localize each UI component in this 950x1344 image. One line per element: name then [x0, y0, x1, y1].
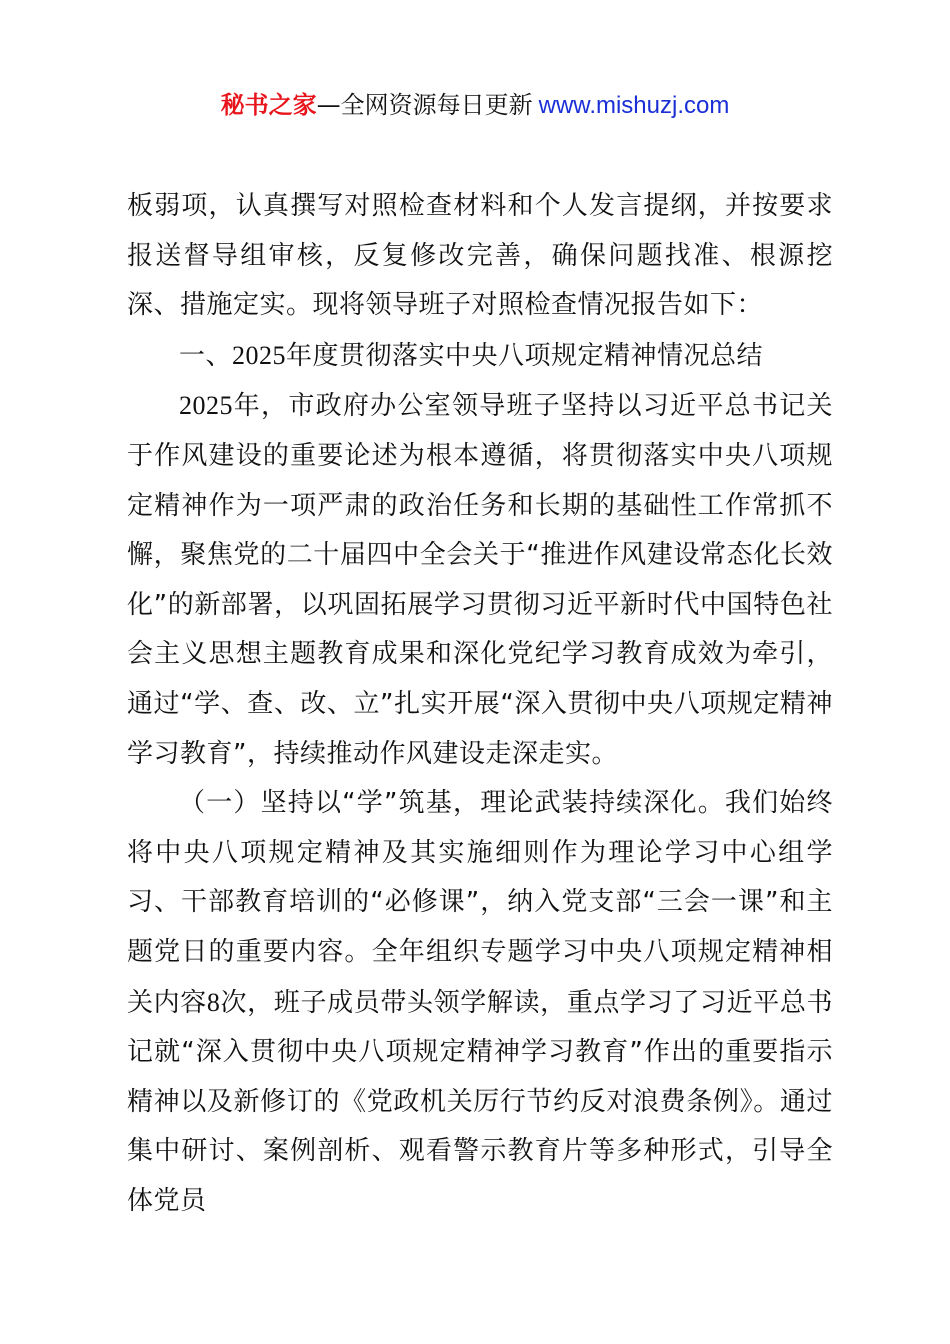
site-url-link[interactable]: www.mishuzj.com — [538, 92, 730, 119]
section-heading-prefix: 一、 — [179, 340, 233, 371]
brand-name: 秘书之家 — [220, 91, 317, 119]
subsection-1-count: 8 — [206, 987, 221, 1017]
paragraph-subsection-1 — [127, 779, 833, 1226]
summary-text: 年，市政府办公室领导班子坚持以习近平总书记关于作风建设的重要论述为根本遵循，将贯彻落实中央八项规定精神作为一项严肃的政治任务和长期的基础性工作常抓不懈，聚焦党的二十届四中全会关于“推进作风建设常态化长效化”的新部署，以巩固拓展学习贯彻习近平新时代中国特色社会主义思想主题教育成果和深化党纪学习教育成效为牵引，通过“学、查、改、立”扎实开展“深入贯彻中央八项规定精神学习教育”，持续推动作风建设走深走实。 — [127, 391, 833, 769]
subsection-1-text-a: （一）坚持以“学”筑基，理论武装持续深化。我们始终将中央八项规定精神及其实施细则作为理论学习中心组学习、干部教育培训的“必修课”，纳入党支部“三会一课”和主题党日的重要内容。全年组织专题学习中央八项规定精神相关内容 — [127, 788, 833, 1018]
section-heading-text: 年度贯彻落实中央八项规定精神情况总结 — [286, 340, 764, 371]
section-heading-1 — [127, 331, 833, 382]
paragraph-intro-continued: 板弱项，认真撰写对照检查材料和个人发言提纲，并按要求报送督导组审核，反复修改完善，确保问题找准、根源挖深、措施定实。现将领导班子对照检查情况报告如下： — [127, 191, 833, 321]
header-tagline: —全网资源每日更新 — [316, 91, 533, 119]
summary-year: 2025 — [179, 391, 233, 421]
site-header — [0, 88, 950, 123]
section-heading-year: 2025 — [232, 340, 287, 370]
document-body — [127, 182, 833, 1226]
paragraph-summary — [127, 381, 833, 779]
subsection-1-text-b: 次，班子成员带头领学解读，重点学习了习近平总书记就“深入贯彻中央八项规定精神学习教育”作出的重要指示精神以及新修订的《党政机关厉行节约反对浪费条例》。通过集中研讨、案例剖析、观看警示教育片等多种形式，引导全体党员 — [127, 987, 833, 1216]
